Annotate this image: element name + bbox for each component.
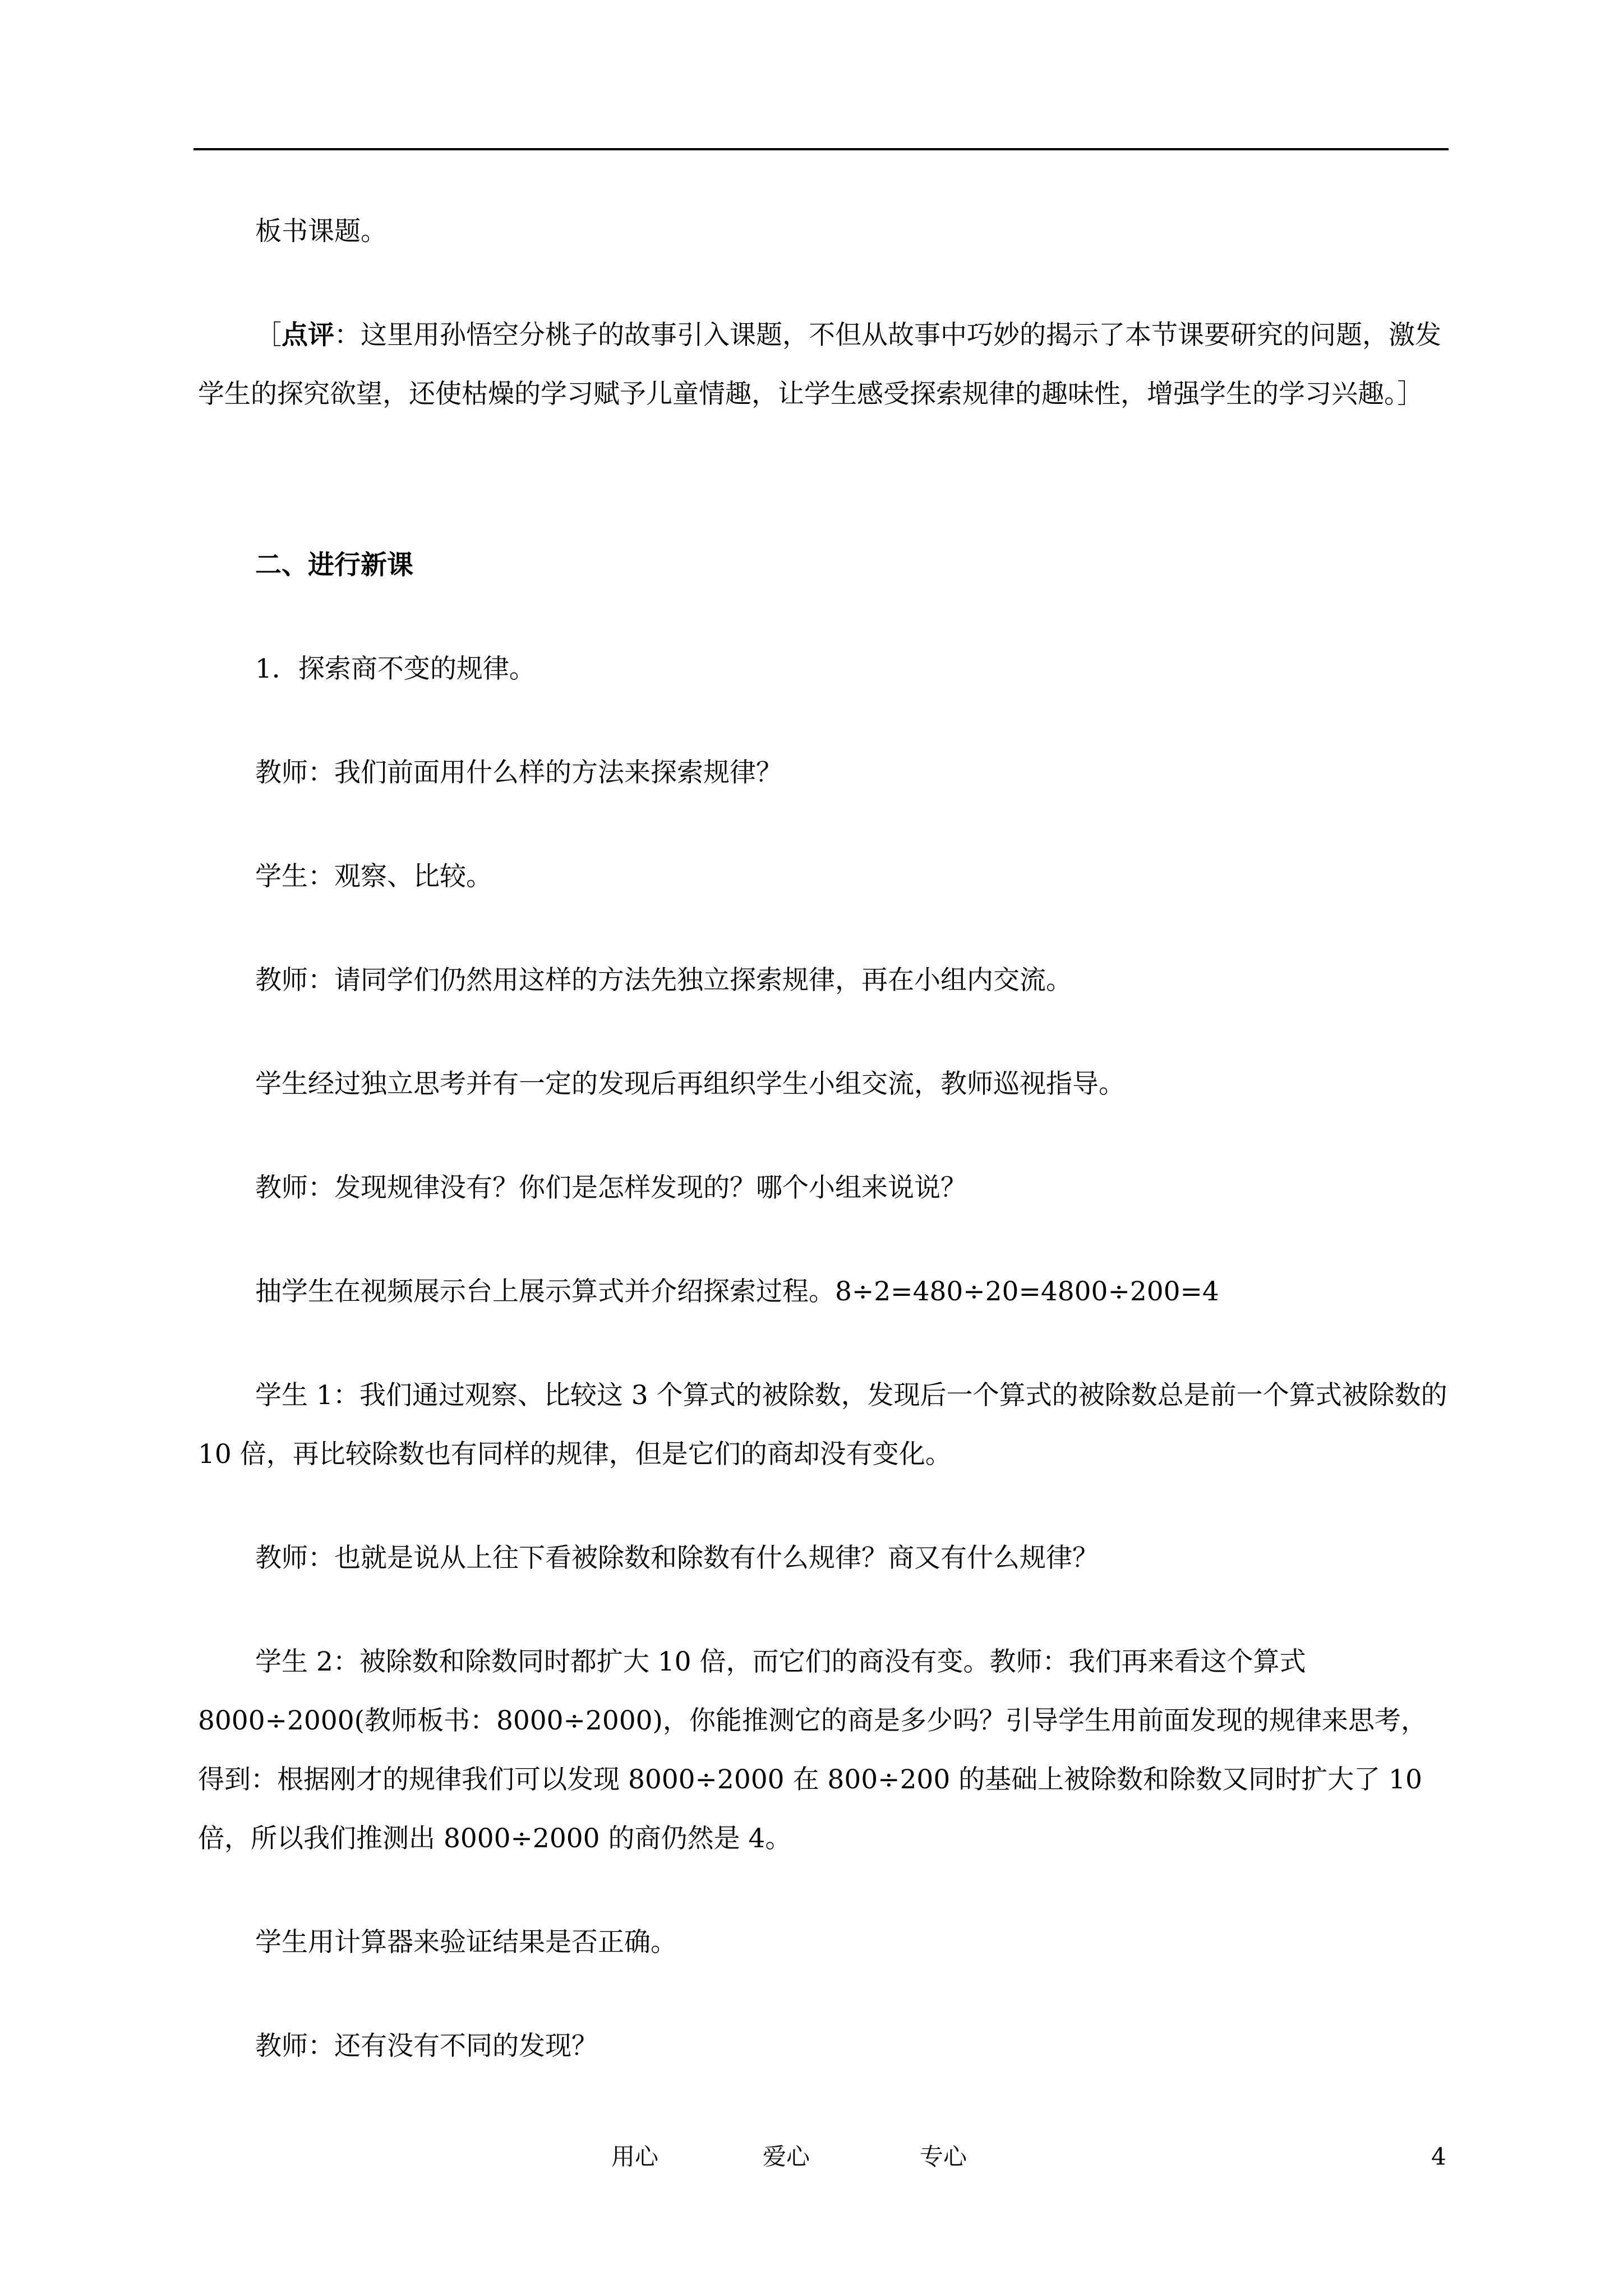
comment-label: 点评 — [282, 320, 334, 351]
footer-motto-2: 爱心 — [763, 2143, 810, 2170]
comment-open-bracket: ［ — [255, 320, 282, 351]
header-rule — [193, 148, 1449, 150]
paragraph-student-answer-1: 学生 1：我们通过观察、比较这 3 个算式的被除数，发现后一个算式的被除数总是前一个算式被除数的 10 倍，再比较除数也有同样的规律，但是它们的商却没有变化。 — [198, 1380, 1447, 1470]
paragraph-student-1: 学生：观察、比较。 — [255, 861, 492, 892]
paragraph-process: 学生经过独立思考并有一定的发现后再组织学生小组交流，教师巡视指导。 — [255, 1069, 1125, 1099]
paragraph-teacher-1: 教师：我们前面用什么样的方法来探索规律？ — [255, 757, 782, 788]
comment-text: ：这里用孙悟空分桃子的故事引入课题，不但从故事中巧妙的揭示了本节课要研究的问题，激发学生的探究欲望，还使枯燥的学习赋予儿童情趣，让学生感受探索规律的趣味性，增强学生的学习兴趣。］ — [198, 320, 1441, 409]
paragraph-teacher-4: 教师：也就是说从上往下看被除数和除数有什么规律？商又有什么规律？ — [255, 1543, 1099, 1573]
paragraph-teacher-5: 教师：还有没有不同的发现？ — [255, 2031, 598, 2062]
paragraph-student-answer-2: 学生 2：被除数和除数同时都扩大 10 倍，而它们的商没有变。教师：我们再来看这个算式 8000÷2000(教师板书：8000÷2000)，你能推测它的商是多少吗？引导学生用前面发现的规律来思考，得到：根据刚才的规律我们可以发现 8000÷2000 在 800÷200 的基础上被除数和除数又同时扩大了 10 倍，所以我们推测出 8000÷2000 的商仍然是 4。 — [198, 1646, 1427, 1854]
section-heading: 二、进行新课 — [255, 550, 413, 581]
paragraph-teacher-3: 教师：发现规律没有？你们是怎样发现的？哪个小组来说说？ — [255, 1172, 967, 1203]
paragraph-display: 抽学生在视频展示台上展示算式并介绍探索过程。8÷2=480÷20=4800÷200=4 — [255, 1276, 1219, 1307]
paragraph-board-title: 板书课题。 — [255, 216, 387, 247]
footer-motto-1: 用心 — [611, 2143, 659, 2170]
page-number: 4 — [1431, 2143, 1446, 2170]
footer-motto-3: 专心 — [920, 2143, 967, 2170]
paragraph-comment — [198, 306, 1450, 424]
paragraph-verify: 学生用计算器来验证结果是否正确。 — [255, 1927, 677, 1958]
paragraph-teacher-2: 教师：请同学们仍然用这样的方法先独立探索规律，再在小组内交流。 — [255, 965, 1072, 996]
paragraph-item-1: 1．探索商不变的规律。 — [255, 654, 536, 684]
